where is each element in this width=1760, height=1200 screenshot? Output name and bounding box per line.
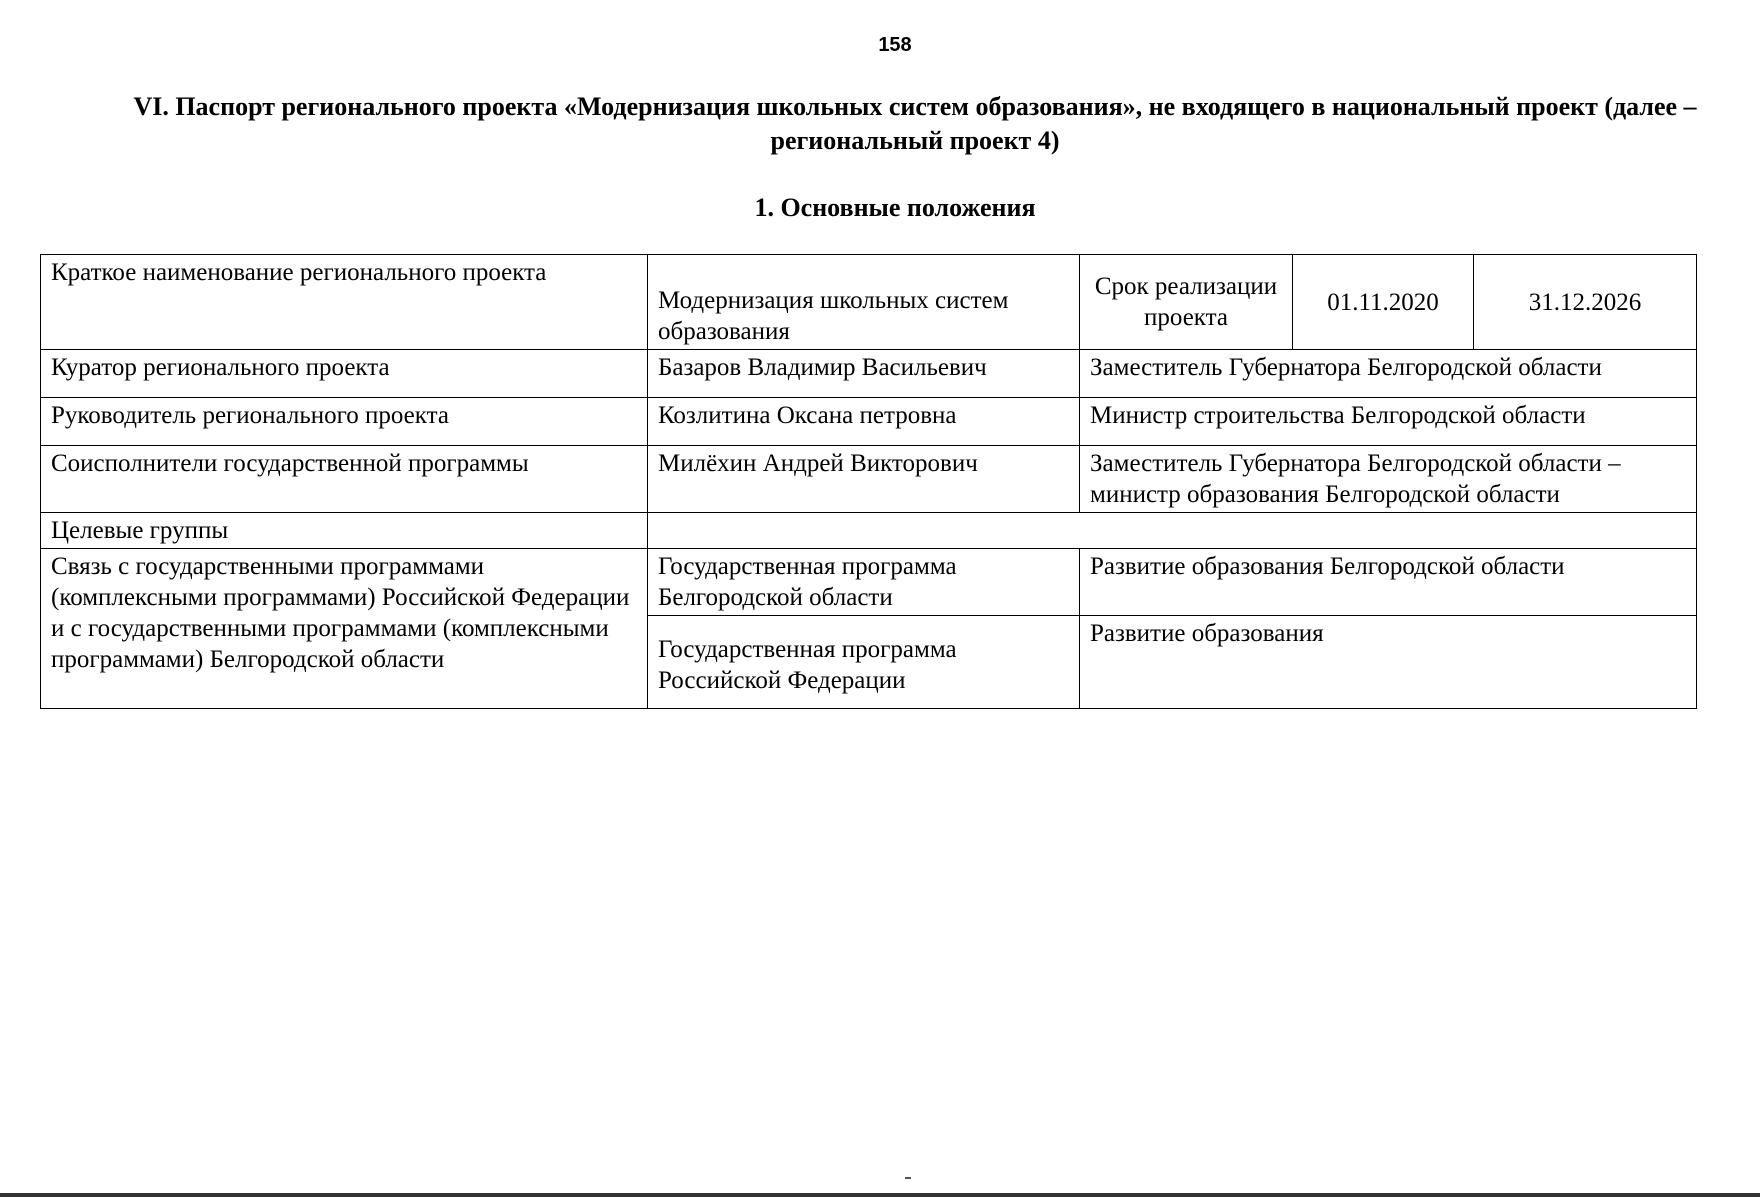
term-label: Срок реализации проекта xyxy=(1080,255,1293,350)
coexecutor-name: Милёхин Андрей Викторович xyxy=(648,446,1080,513)
programs-link-label: Связь с государственными программами (комплексными программами) Российской Федерации и с государственными программами (комплексными программами) Белгородской области xyxy=(41,549,648,709)
coexecutor-position: Заместитель Губернатора Белгородской области – министр образования Белгородской области xyxy=(1080,446,1697,513)
head-position: Министр строительства Белгородской области xyxy=(1080,398,1697,446)
bottom-rule xyxy=(0,1193,1760,1197)
project-passport-table xyxy=(40,254,1697,709)
start-date: 01.11.2020 xyxy=(1293,255,1474,350)
target-groups-label: Целевые группы xyxy=(41,513,648,549)
table-row xyxy=(41,255,1697,350)
short-name-value: Модернизация школьных систем образования xyxy=(648,255,1080,350)
regional-program-name: Развитие образования Белгородской области xyxy=(1080,549,1697,616)
table-row xyxy=(41,549,1697,616)
table-row xyxy=(41,446,1697,513)
coexecutors-label: Соисполнители государственной программы xyxy=(41,446,648,513)
regional-program-type: Государственная программа Белгородской области xyxy=(648,549,1080,616)
section-heading: VI. Паспорт регионального проекта «Модернизация школьных систем образования», не входящего в национальный проект (далее – региональный проект 4) xyxy=(133,92,1697,155)
short-name-label: Краткое наименование регионального проекта xyxy=(41,255,648,350)
section-subheading: 1. Основные положения xyxy=(754,193,1036,222)
curator-position: Заместитель Губернатора Белгородской области xyxy=(1080,350,1697,398)
federal-program-name: Развитие образования xyxy=(1080,616,1697,709)
curator-label: Куратор регионального проекта xyxy=(41,350,648,398)
end-date: 31.12.2026 xyxy=(1474,255,1697,350)
page-number: 158 xyxy=(878,34,912,56)
table-row xyxy=(41,398,1697,446)
table-row xyxy=(41,350,1697,398)
head-label: Руководитель регионального проекта xyxy=(41,398,648,446)
table-row xyxy=(41,513,1697,549)
head-name: Козлитина Оксана петровна xyxy=(648,398,1080,446)
target-groups-value xyxy=(648,513,1697,549)
scan-mark xyxy=(905,1177,911,1179)
federal-program-type: Государственная программа Российской Федерации xyxy=(648,616,1080,709)
curator-name: Базаров Владимир Васильевич xyxy=(648,350,1080,398)
